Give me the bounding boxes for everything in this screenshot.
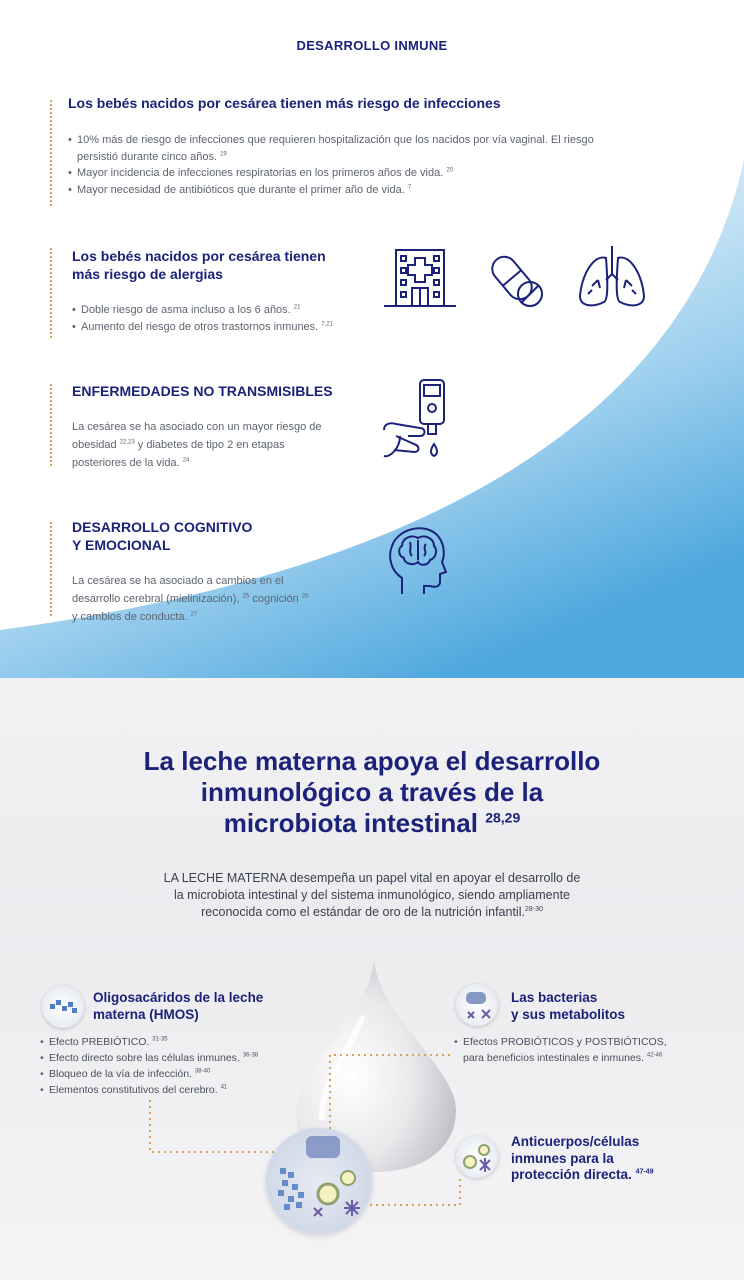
cognitive-title: DESARROLLO COGNITIVO Y EMOCIONAL: [72, 519, 253, 553]
hmos-title: Oligosacáridos de la leche materna (HMOS): [93, 990, 264, 1022]
infections-title: Los bebés nacidos por cesárea tienen más riesgo de infecciones: [68, 95, 501, 111]
microbiota-circle: [266, 1128, 372, 1234]
section-title: DESARROLLO INMUNE: [296, 38, 448, 53]
cognitive-text: La cesárea se ha asociado a cambios en el desarrollo cerebral (mielinización), $^{25}$ cognición $^{26}$ y cambios de conducta. $^{27}$: [72, 575, 309, 623]
allergies-title: Los bebés nacidos por cesárea tienen más riesgo de alergias: [72, 248, 326, 282]
ncd-text: La cesárea se ha asociado con un mayor riesgo de obesidad $^{22,23}$ y diabetes de tipo 2 en etapas posteriores de la vida. $^{24}$: [72, 421, 322, 469]
hmos-list: [40, 1034, 320, 1098]
list-item: • Bloqueo de la vía de infección. $^{38-40}$: [40, 1066, 320, 1082]
list-item: • Doble riesgo de asma incluso a los 6 años. $^{21}$: [72, 302, 392, 319]
list-item: • Efecto PREBIÓTICO. $^{31-35}$: [40, 1034, 320, 1050]
antibodies-title: Anticuerpos/células inmunes para la protección directa. $^{47-49}$: [511, 1134, 654, 1182]
milk-intro: LA LECHE MATERNA desempeña un papel vital en apoyar el desarrollo de la microbiota intestinal y del sistema inmunológico, siendo ampliamente reconocida como el estándar de oro de la nutrición infantil.$^{28-30}$: [163, 871, 581, 919]
milk-headline: La leche materna apoya el desarrollo inmunológico a través de la microbiota intestinal $^{28,29}$: [143, 746, 601, 838]
ncd-title: ENFERMEDADES NO TRANSMISIBLES: [72, 383, 333, 399]
list-item: • Efecto directo sobre las células inmunes. $^{36-38}$: [40, 1050, 320, 1066]
list-item: • Efectos PROBIÓTICOS y POSTBIÓTICOS, para beneficios intestinales e inmunes. $^{42-46}$: [454, 1034, 724, 1066]
bacteria-title: Las bacterias y sus metabolitos: [511, 990, 626, 1022]
list-item: • Elementos constitutivos del cerebro. $^{41}$: [40, 1082, 320, 1098]
list-item: • 10% más de riesgo de infecciones que requieren hospitalización que los nacidos por vía vaginal. El riesgo persistió durante cinco años. $^{19}$: [68, 132, 688, 165]
list-item: • Mayor necesidad de antibióticos que durante el primer año de vida. $^7$: [68, 182, 688, 199]
list-item: • Aumento del riesgo de otros trastornos inmunes. $^{7,21}$: [72, 319, 392, 336]
list-item: • Mayor incidencia de infecciones respiratorias en los primeros años de vida. $^{20}$: [68, 165, 688, 182]
hmos-icon: [42, 986, 84, 1028]
bacteria-text: [454, 1034, 724, 1066]
antibodies-icon: [456, 1136, 498, 1178]
bacteria-icon: [456, 984, 498, 1026]
